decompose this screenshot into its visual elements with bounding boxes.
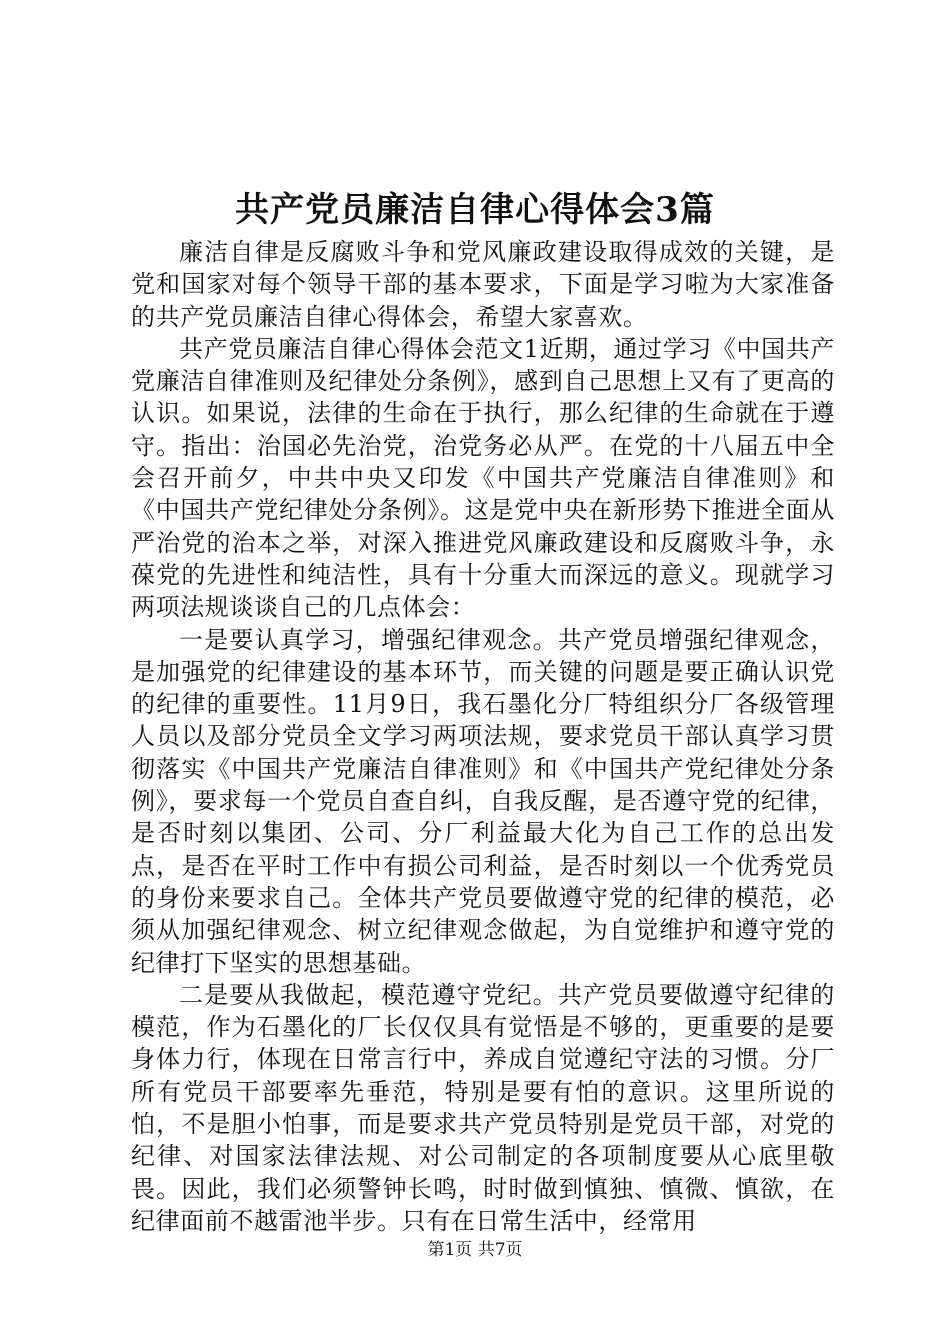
paragraph-sample-1: 共产党员廉洁自律心得体会范文1近期，通过学习《中国共产党廉洁自律准则及纪律处分条例》，感到自己思想上又有了更高的认识。如果说，法律的生命在于执行，那么纪律的生命就在于遵守。指出：治国必先治党，治党务必从严。在党的十八届五中全会召开前夕，中共中央又印发《中国共产党廉洁自律准则》和《中国共产党纪律处分条例》。这是党中央在新形势下推进全面从严治党的治本之举，对深入推进党风廉政建设和反腐败斗争，永葆党的先进性和纯洁性，具有十分重大而深远的意义。现就学习两项法规谈谈自己的几点体会：: [131, 334, 835, 622]
document-body: [131, 236, 835, 1237]
paragraph-point-1: 一是要认真学习，增强纪律观念。共产党员增强纪律观念，是加强党的纪律建设的基本环节，而关键的问题是要正确认识党的纪律的重要性。11月9日，我石墨化分厂特组织分厂各级管理人员以及部分党员全文学习两项法规，要求党员干部认真学习贯彻落实《中国共产党廉洁自律准则》和《中国共产党纪律处分条例》，要求每一个党员自查自纠，自我反醒，是否遵守党的纪律，是否时刻以集团、公司、分厂利益最大化为自己工作的总出发点，是否在平时工作中有损公司利益，是否时刻以一个优秀党员的身份来要求自己。全体共产党员要做遵守党的纪律的模范，必须从加强纪律观念、树立纪律观念做起，为自觉维护和遵守党的纪律打下坚实的思想基础。: [131, 625, 835, 977]
paragraph-point-2: 二是要从我做起，模范遵守党纪。共产党员要做遵守纪律的模范，作为石墨化的厂长仅仅具有觉悟是不够的，更重要的是要身体力行，体现在日常言行中，养成自觉遵纪守法的习惯。分厂所有党员干部要率先垂范，特别是要有怕的意识。这里所说的怕，不是胆小怕事，而是要求共产党员特别是党员干部，对党的纪律、对国家法律法规、对公司制定的各项制度要从心底里敬畏。因此，我们必须警钟长鸣，时时做到慎独、慎微、慎欲，在纪律面前不越雷池半步。只有在日常生活中，经常用: [131, 980, 835, 1235]
document-title: 共产党员廉洁自律心得体会3篇: [235, 190, 715, 230]
paragraph-intro: 廉洁自律是反腐败斗争和党风廉政建设取得成效的关键，是党和国家对每个领导干部的基本要求，下面是学习啦为大家准备的共产党员廉洁自律心得体会，希望大家喜欢。: [131, 238, 835, 331]
page-number-footer: 第1页 共7页: [427, 1240, 523, 1260]
